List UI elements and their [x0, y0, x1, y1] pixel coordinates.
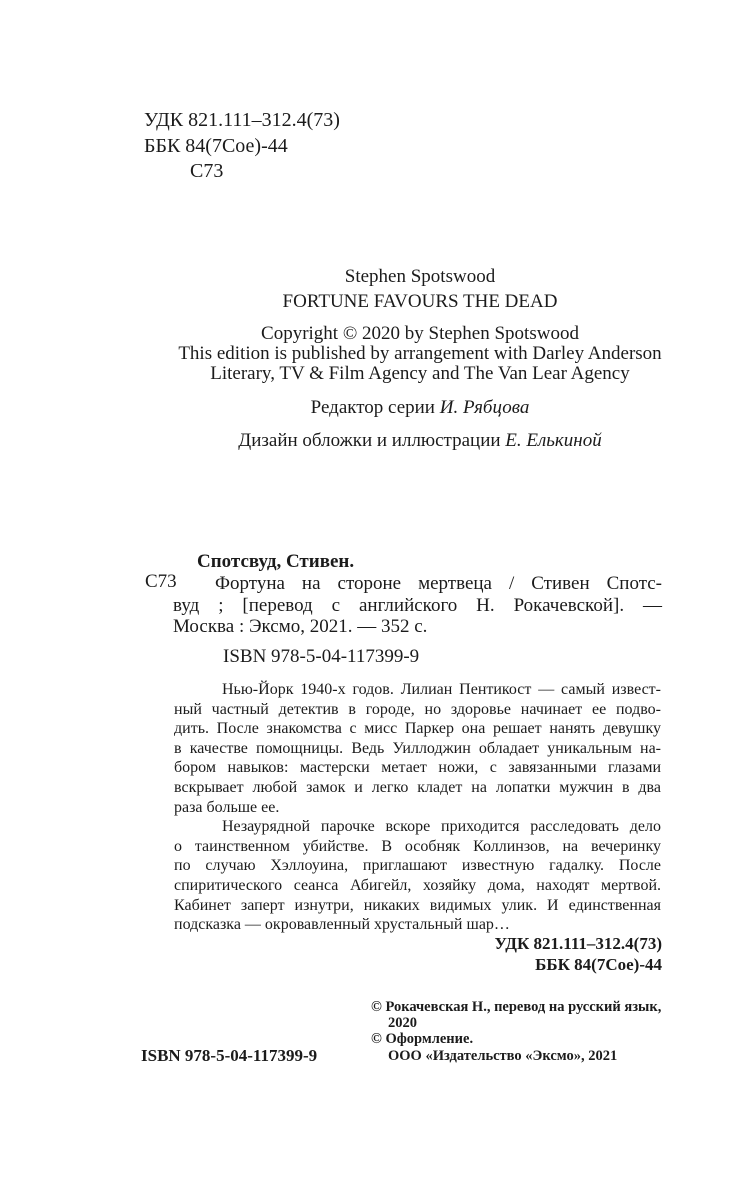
- book-author-ru: Спотсвуд, Стивен.: [197, 551, 355, 572]
- original-author: Stephen Spotswood: [344, 266, 496, 287]
- annotation-line: ный частный детектив в городе, но здоровье начинает ее подво-: [174, 700, 661, 718]
- cover-designer-name: Е. Елькиной: [505, 430, 602, 451]
- author-sign-code: С73: [190, 160, 224, 182]
- annotation-line: раза больше ее.: [174, 798, 280, 816]
- biblio-line: вуд ; [перевод с английского Н. Рокачевской]. —: [173, 594, 662, 616]
- series-editor-credit: [150, 397, 690, 419]
- isbn-record: ISBN 978-5-04-117399-9: [223, 646, 420, 667]
- cover-design-label: Дизайн обложки и иллюстрации: [238, 430, 506, 451]
- annotation-line: Нью-Йорк 1940-х годов. Лилиан Пентикост — самый извест-: [222, 681, 661, 698]
- annotation-line: Незаурядной парочке вскоре приходится расследовать дело: [222, 818, 661, 836]
- copyright-translation-line: © Рокачевская Н., перевод на русский язык,: [371, 999, 662, 1015]
- classification-codes-bottom: [495, 934, 662, 975]
- series-editor-name: И. Рябцова: [439, 397, 530, 418]
- margin-author-sign: С73: [145, 571, 177, 592]
- original-title: FORTUNE FAVOURS THE DEAD: [282, 291, 558, 312]
- annotation-line: подсказка — окровавленный хрустальный шар…: [174, 916, 510, 934]
- udk-code-top: УДК 821.111–312.4(73): [144, 109, 340, 131]
- biblio-line: Москва : Эксмо, 2021. — 352 с.: [173, 616, 428, 638]
- copyright-line: This edition is published by arrangement with Darley Anderson: [178, 343, 662, 364]
- annotation-line: спиритического сеанса Абигейл, хозяйку дома, находят мертвой.: [174, 876, 661, 894]
- isbn-bottom: ISBN 978-5-04-117399-9: [141, 1046, 318, 1065]
- classification-codes-top: [144, 108, 340, 185]
- annotation-line: бором навыков: мастерски метает ножи, с завязанными глазами: [174, 759, 661, 777]
- udk-code-bottom: УДК 821.111–312.4(73): [494, 934, 662, 953]
- copyright-translation-year: 2020: [388, 1015, 417, 1032]
- copyright-line: Literary, TV & Film Agency and The Van Lear Agency: [210, 363, 630, 384]
- cover-design-credit: [150, 430, 690, 452]
- annotation-line: о таинственном убийстве. В особняк Коллинзов, на вечеринку: [174, 837, 661, 855]
- copyright-design-line: © Оформление.: [371, 1031, 474, 1048]
- annotation-text: [174, 680, 661, 935]
- bbk-code-bottom: ББК 84(7Сое)-44: [535, 954, 662, 974]
- series-editor-label: Редактор серии: [310, 397, 440, 418]
- copyright-line: Copyright © 2020 by Stephen Spotswood: [261, 323, 579, 344]
- copyright-notices: [371, 999, 701, 1064]
- annotation-line: в качестве помощницы. Ведь Уиллоджин обладает уникальным на-: [174, 739, 661, 757]
- annotation-line: Кабинет заперт изнутри, никаких видимых улик. И единственная: [174, 896, 661, 914]
- bibliographic-record: [173, 551, 662, 638]
- annotation-line: дить. После знакомства с мисс Паркер она решает нанять девушку: [174, 720, 661, 738]
- bbk-code-top: ББК 84(7Сое)-44: [144, 134, 288, 157]
- annotation-line: вскрывает любой замок и легко кладет на лопатки мужчин в два: [174, 778, 661, 796]
- annotation-line: по случаю Хэллоуина, приглашают известную гадалку. После: [174, 857, 661, 875]
- copyright-publisher-line: ООО «Издательство «Эксмо», 2021: [388, 1047, 618, 1064]
- biblio-line: Фортуна на стороне мертвеца / Стивен Спотс-: [215, 572, 662, 594]
